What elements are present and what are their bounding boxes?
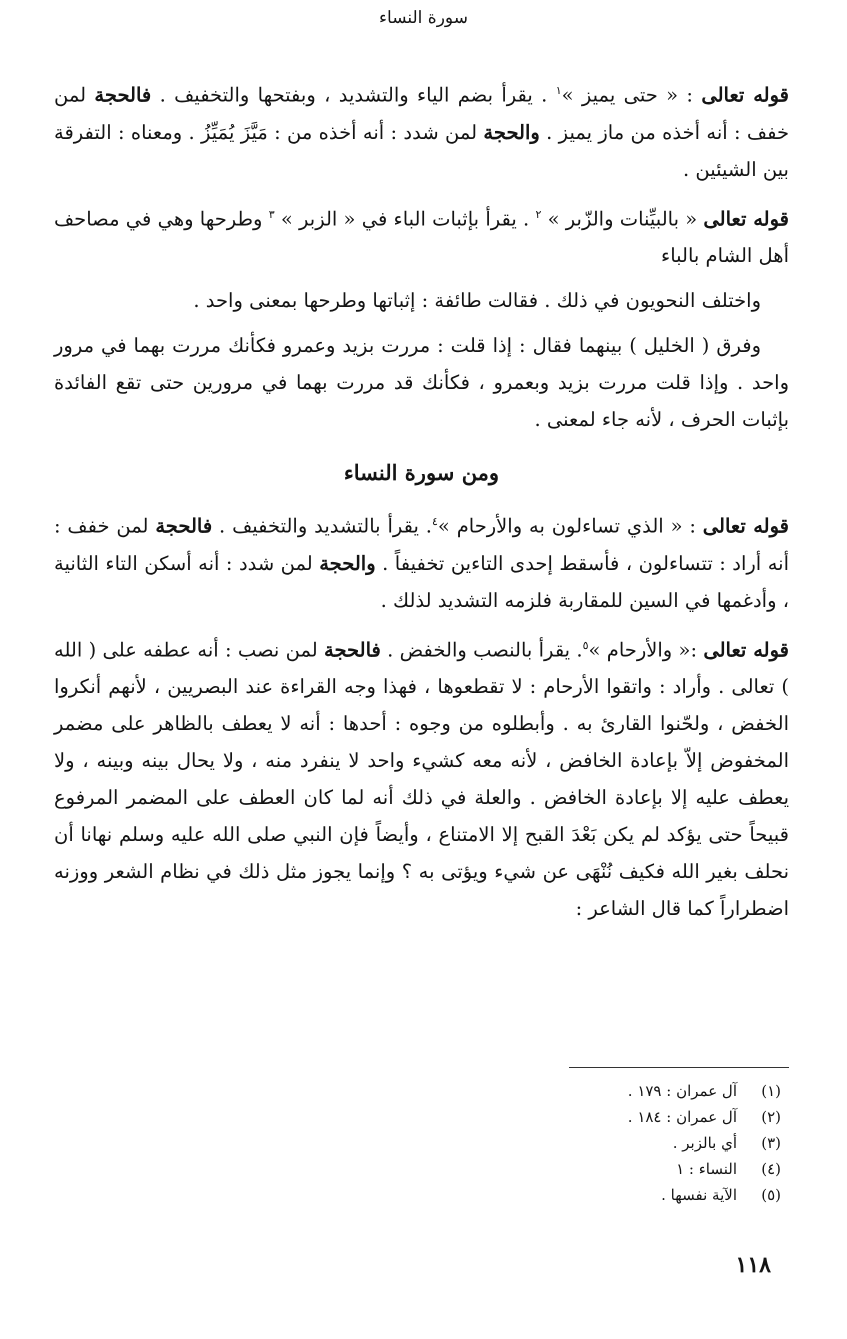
hujja-term: والحجة [483, 120, 540, 144]
footnote-ref: ٣ [268, 207, 275, 221]
hujja-term: فالحجة [324, 638, 381, 661]
hujja-term: فالحجة [155, 514, 213, 538]
footnote-ref: ٥ [582, 638, 589, 652]
running-title: سورة النساء [379, 8, 468, 28]
section-heading: ومن سورة النساء [343, 460, 500, 485]
hujja-term: فالحجة [94, 83, 152, 107]
paragraph-4: وفرق ( الخليل ) بينهما فقال : إذا قلت : مررت بزيد وعمرو فكأنك مررت بهما في مرور واحد . وإذا قلت مررت بزيد وبعمرو ، فكأنك قد مررت بهما في مرورين حتى تقع الفائدة بإثبات الحرف ، لأنه جاء لمعنى . [54, 334, 789, 431]
footnote: (٤) النساء : ١ [676, 1160, 781, 1178]
paragraph-5: قوله تعالى : « الذي تساءلون به والأرحام »$^٤$. يقرأ بالتشديد والتخفيف . فالحجة لمن خفف : أنه أراد : تتساءلون ، فأسقط إحدى التاءين تخفيفاً . والحجة لمن شدد : أنه أسكن التاء الثانية ، وأدغمها في السين للمقاربة فلزمه التشديد لذلك . [54, 514, 790, 612]
verse-lead: قوله تعالى [702, 514, 790, 538]
verse-lead: قوله تعالى [703, 638, 789, 661]
paragraph-6: قوله تعالى :« والأرحام »$^٥$. يقرأ بالنصب والخفض . فالحجة لمن نصب : أنه عطفه على ( الله ) تعالى . وأراد : واتقوا الأرحام : لا تقطعوها ، فهذا وجه القراءة عند البصريين ، لأنهم أنكروا الخفض ، ولحّنوا القارئ به . وأبطلوه من وجوه : أحدها : أنه لا يعطف بالظاهر على مضمر المخفوض إلاّ بإعادة الخافض ، لأنه معه كشيء واحد لا ينفرد منه ، ولا يحال بينه وبينه ، ولا يعطف عليه إلا بإعادة الخافض . والعلة في ذلك أنه لما كان العطف على المضمر المرفوع قبيحاً حتى يؤكد لم يكن بَعْدَ القبح إلا الامتناع ، وأيضاً فإن النبي صلى الله عليه وسلم نهانا أن نحلف بغير الله فكيف نُنْهَى عن شيء ويؤتى به ؟ وإنما يجوز مثل ذلك في نظام الشعر ووزنه اضطراراً كما قال الشاعر : [54, 638, 789, 920]
verse-lead: قوله تعالى [701, 83, 790, 107]
paragraph-1: قوله تعالى : « حتى يميز »$^١$ . يقرأ بضم الياء والتشديد ، وبفتحها والتخفيف . فالحجة لمن خفف : أنه أخذه من ماز يميز . والحجة لمن شدد : أنه أخذه من : مَيَّزَ يُمَيِّزُ . ومعناه : التفرقة بين الشيئين . [54, 83, 790, 181]
footnote: (٢) آل عمران : ١٨٤ . [627, 1108, 781, 1126]
footnote: (١) آل عمران : ١٧٩ . [627, 1082, 781, 1100]
footnotes [628, 1078, 781, 1208]
footnote-ref: ٢ [535, 207, 542, 221]
paragraph-3: واختلف النحويون في ذلك . فقالت طائفة : إثباتها وطرحها بمعنى واحد . [193, 289, 761, 312]
footnote: (٥) الآية نفسها . [661, 1186, 781, 1204]
paragraph-2: قوله تعالى « بالبيِّنات والزّبر » $^٢$ . يقرأ بإثبات الباء في « الزبر » $^٣$ وطرحها وهي في مصاحف أهل الشام بالباء [54, 207, 789, 267]
footnote-ref: ١ [555, 84, 562, 97]
footnote-ref: ٤ [431, 515, 438, 528]
footnote: (٣) أي بالزبر . [672, 1134, 781, 1152]
page-number: ١١٨ [735, 1252, 771, 1278]
hujja-term: والحجة [319, 551, 376, 575]
body-text [54, 72, 789, 935]
footnote-divider [569, 1067, 789, 1068]
verse-lead: قوله تعالى [703, 207, 789, 230]
